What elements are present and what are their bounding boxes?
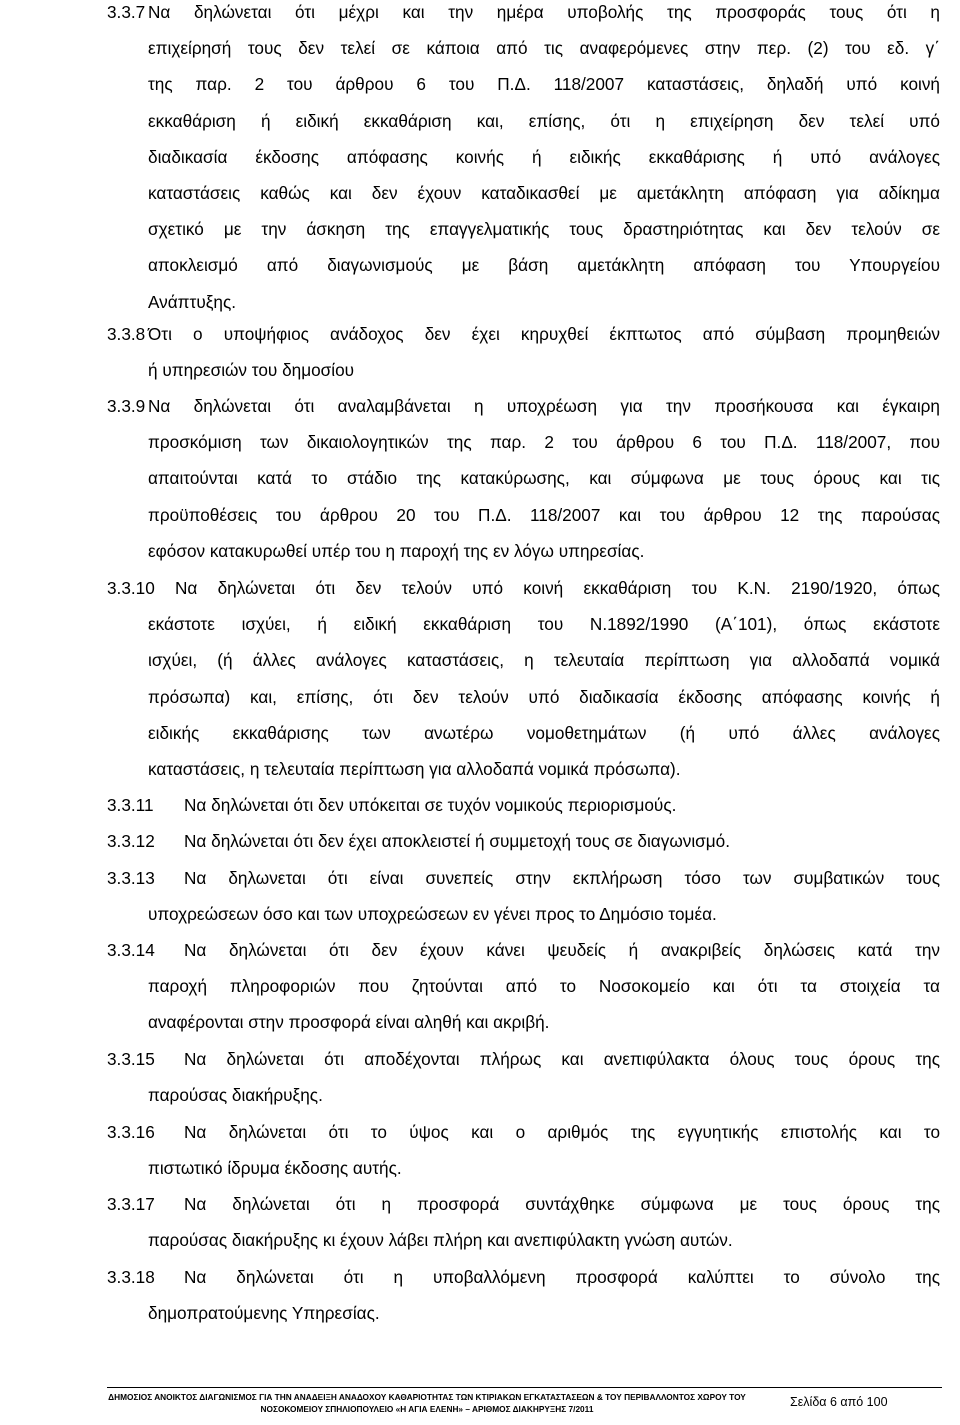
clause-text-line: εφόσον κατακυρωθεί υπέρ του η παροχή της εν λόγω υπηρεσίας.	[148, 540, 645, 561]
clause-text-line: πρόσωπα) και, επίσης, ότι δεν τελούν υπό διαδικασία έκδοσης απόφασης κοινής ή	[148, 686, 940, 707]
clause-text-line: παρούσας διακήρυξης κι έχουν λάβει πλήρη και ανεπιφύλακτη γνώση αυτών.	[148, 1230, 733, 1251]
clause-text-line: προσκόμιση των δικαιολογητικών της παρ. 2 του άρθρου 6 του Π.Δ. 118/2007, που	[148, 432, 940, 453]
clause-text-line: διαδικασία έκδοσης απόφασης κοινής ή ειδικής εκκαθάρισης ή υπό ανάλογες	[148, 146, 940, 167]
clause-text-line: αναφέρονται στην προσφορά είναι αληθή και ακριβή.	[148, 1012, 550, 1033]
clause-number: 3.3.17	[107, 1194, 155, 1214]
clause-number: 3.3.12	[107, 831, 155, 851]
clause-text-line: απαιτούνται κατά το στάδιο της κατακύρωσης, και σύμφωνα με τους όρους και τις	[148, 468, 940, 489]
clause-text-line: ειδικής εκκαθάρισης των ανωτέρω νομοθετημάτων (ή υπό άλλες ανάλογες	[148, 722, 940, 743]
clause-text-line: Ανάπτυξης.	[148, 291, 237, 312]
clause-text-line: Να δηλώνεται ότι δεν έχουν κάνει ψευδείς ή ανακριβείς δηλώσεις κατά την	[184, 940, 940, 960]
clause-number: 3.3.10	[107, 578, 155, 598]
clause-number: 3.3.16	[107, 1122, 155, 1142]
clause-number: 3.3.14	[107, 940, 155, 960]
clause-number: 3.3.7	[107, 2, 146, 22]
clause-number: 3.3.11	[107, 795, 154, 815]
clause-text-line: καταστάσεις καθώς και δεν έχουν καταδικασθεί με αμετάκλητη απόφαση για αδίκημα	[148, 183, 940, 203]
clause-text-line: εκκαθάριση ή ειδική εκκαθάριση και, επίσης, ότι η επιχείρηση δεν τελεί υπό	[148, 110, 940, 131]
clause-number: 3.3.8	[107, 324, 146, 344]
clause-text-line: σχετικό με την άσκηση της επαγγελματικής τους δραστηριότητας και δεν τελούν σε	[148, 219, 940, 240]
clause-text-line: προϋποθέσεις του άρθρου 20 του Π.Δ. 118/2007 και του άρθρου 12 της παρούσας	[148, 504, 940, 525]
clause-text-line: Να δηλώνεται ότι αποδέχονται πλήρως και ανεπιφύλακτα όλους τους όρους της	[184, 1049, 940, 1069]
clause-text-line: παροχή πληροφοριών που ζητούνται από το Νοσοκομείο και ότι τα στοιχεία τα	[148, 976, 940, 997]
clause-text-line: Να δηλωνεται ότι είναι συνεπείς στην εκπλήρωση τόσο των συμβατικών τους	[184, 868, 940, 888]
clause-text-line: Να δηλώνεται ότι αναλαμβάνεται η υποχρέωση για την προσήκουσα και έγκαιρη	[148, 396, 940, 416]
clause-text-line: εκάστοτε ισχύει, ή ειδική εκκαθάριση του Ν.1892/1990 (Α΄101), όπως εκάστοτε	[148, 614, 940, 635]
footer-title-line-1: ΔΗΜΟΣΙΟΣ ΑΝΟΙΚΤΟΣ ΔΙΑΓΩΝΙΣΜΟΣ ΓΙΑ ΤΗΝ ΑΝΑΔΕΙΞΗ ΑΝΑΔΟΧΟΥ ΚΑΘΑΡΙΟΤΗΤΑΣ ΤΩΝ ΚΤΙΡΙΑΚΩΝ ΕΓΚΑΤΑΣΤΑΣΕΩΝ & ΤΟΥ ΠΕΡΙΒΑΛΛΟΝΤΟΣ ΧΩΡΟΥ ΤΟΥ	[108, 1392, 746, 1402]
clause-text-line: Να δηλώνεται ότι δεν υπόκειται σε τυχόν νομικούς περιορισμούς.	[184, 795, 677, 815]
clause-text-line: Να δηλώνεται ότι δεν έχει αποκλειστεί ή συμμετοχή τους σε διαγωνισμό.	[184, 831, 731, 851]
clause-text-line: Ότι ο υποψήφιος ανάδοχος δεν έχει κηρυχθεί έκπτωτος από σύμβαση προμηθειών	[148, 324, 940, 344]
clause-text-line: δημοπρατούμενης Υπηρεσίας.	[148, 1303, 380, 1324]
footer-title	[107, 1391, 747, 1415]
clause-text-line: Να δηλώνεται ότι μέχρι και την ημέρα υποβολής της προσφοράς τους ότι η	[148, 2, 940, 22]
footer-divider	[107, 1387, 942, 1388]
clause-text-line: καταστάσεις, η τελευταία περίπτωση για αλλοδαπά νομικά πρόσωπα).	[148, 759, 681, 779]
clause-text-line: της παρ. 2 του άρθρου 6 του Π.Δ. 118/2007 καταστάσεις, δηλαδή υπό κοινή	[148, 74, 940, 95]
clause-text-line: παρούσας διακήρυξης.	[148, 1085, 323, 1106]
page-number: Σελίδα 6 από 100	[790, 1395, 888, 1409]
clause-text-line: Να δηλώνεται ότι η προσφορά συντάχθηκε σύμφωνα με τους όρους της	[184, 1194, 940, 1214]
clause-text-line: ισχύει, (ή άλλες ανάλογες καταστάσεις, η τελευταία περίπτωση για αλλοδαπά νομικά	[148, 650, 940, 671]
clause-text-line: Να δηλώνεται ότι η υποβαλλόμενη προσφορά καλύπτει το σύνολο της	[184, 1267, 940, 1287]
clause-number: 3.3.9	[107, 396, 146, 416]
clause-text-line: αποκλεισμό από διαγωνισμούς με βάση αμετάκλητη απόφαση του Υπουργείου	[148, 255, 940, 276]
clause-number: 3.3.18	[107, 1267, 155, 1287]
clause-text-line: πιστωτικό ίδρυμα έκδοσης αυτής.	[148, 1158, 402, 1179]
clause-text-line: ή υπηρεσιών του δημοσίου	[148, 360, 355, 381]
clause-number: 3.3.15	[107, 1049, 155, 1069]
footer-title-line-2: ΝΟΣΟΚΟΜΕΙΟΥ ΣΠΗΛΙΟΠΟΥΛΕΙΟ «Η ΑΓΙΑ ΕΛΕΝΗ» – ΑΡΙΘΜΟΣ ΔΙΑΚΗΡΥΞΗΣ 7/2011	[260, 1404, 594, 1414]
clause-text-line: υποχρεώσεων όσο και των υποχρεώσεων εν γένει προς το Δημόσιο τομέα.	[148, 904, 717, 925]
clause-text-line: Να δηλώνεται ότι το ύψος και ο αριθμός της εγγυητικής επιστολής και το	[184, 1122, 940, 1142]
clause-text-line: επιχείρησή τους δεν τελεί σε κάποια από τις αναφερόμενες στην περ. (2) του εδ. γ΄	[148, 38, 940, 59]
clause-text-line: Να δηλώνεται ότι δεν τελούν υπό κοινή εκκαθάριση του Κ.Ν. 2190/1920, όπως	[175, 578, 940, 598]
clause-number: 3.3.13	[107, 868, 155, 888]
